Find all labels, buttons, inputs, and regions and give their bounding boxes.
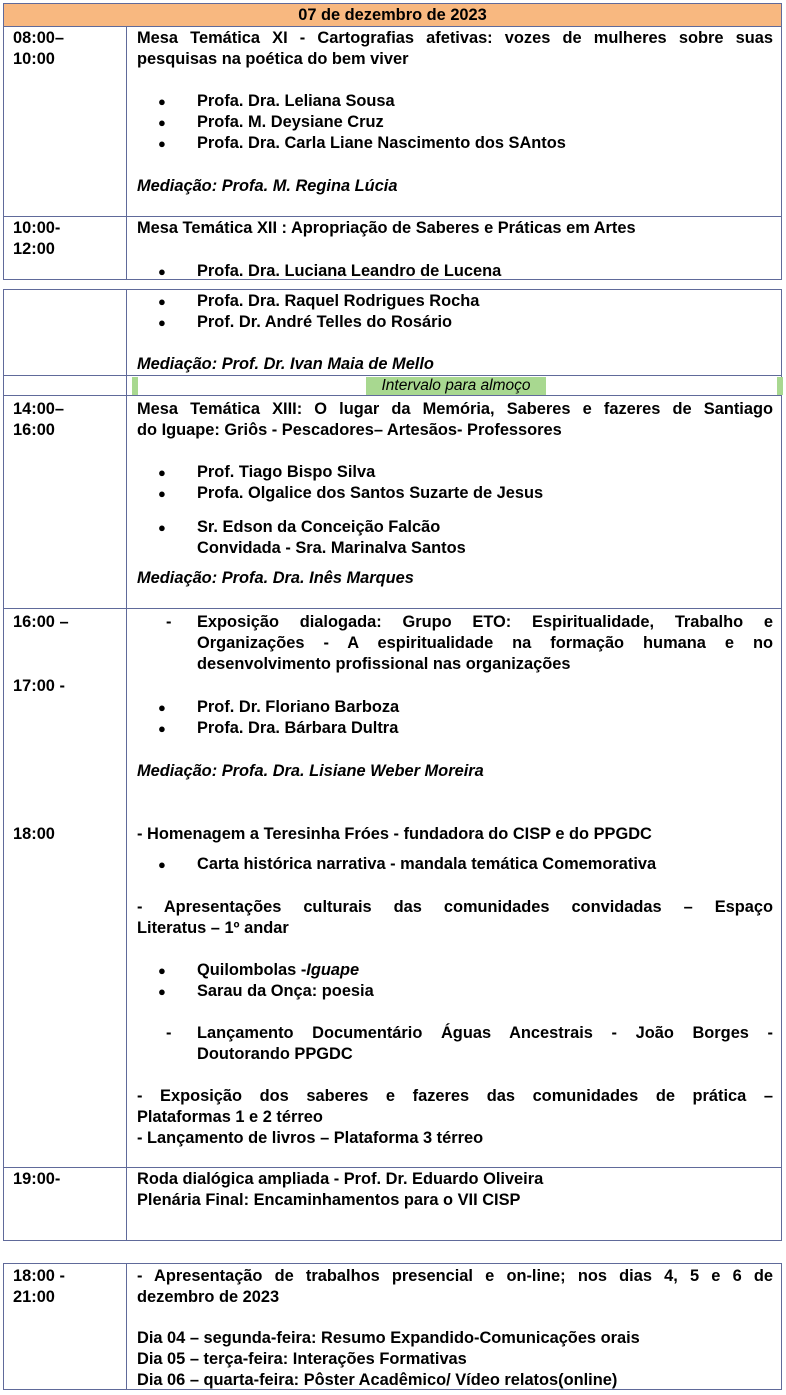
time-start: 08:00– xyxy=(13,29,65,47)
session-row-mesa-xi xyxy=(4,27,781,217)
time-end: 10:00 xyxy=(13,50,55,68)
roda-dialogica: Roda dialógica ampliada - Prof. Dr. Eduardo Oliveira xyxy=(137,1170,544,1188)
session-row-afternoon xyxy=(4,608,781,1168)
bullet-icon: ● xyxy=(158,115,166,130)
bullet-icon: ● xyxy=(158,465,166,480)
day-item: Dia 06 – quarta-feira: Pôster Acadêmico/ Vídeo relatos(online) xyxy=(137,1371,618,1389)
session-title: Mesa Temática XIII: O lugar da Memória, Saberes e fazeres de Santiago xyxy=(137,400,773,418)
speaker: Prof. Tiago Bispo Silva xyxy=(197,463,376,481)
time-start: 18:00 - xyxy=(13,1267,65,1285)
session-row-trabalhos xyxy=(4,1264,781,1389)
homenagem: - Homenagem a Teresinha Fróes - fundadora do CISP e do PPGDC xyxy=(137,825,652,843)
bullet-icon: ● xyxy=(158,264,166,279)
session-content xyxy=(127,609,781,1168)
schedule-table-3 xyxy=(3,1263,782,1390)
trabalhos-intro: - Apresentação de trabalhos presencial e on-line; nos dias 4, 5 e 6 de xyxy=(137,1267,773,1285)
lancamento-livros: - Lançamento de livros – Plataforma 3 térreo xyxy=(137,1129,484,1147)
trabalhos-intro-cont: dezembro de 2023 xyxy=(137,1288,280,1306)
bullet-icon: ● xyxy=(158,486,166,501)
speaker: Prof. Dr. André Telles do Rosário xyxy=(197,313,453,331)
session-content xyxy=(127,217,781,280)
session-content xyxy=(127,27,781,217)
mediation: Mediação: Profa. Dra. Inês Marques xyxy=(137,569,414,587)
time-start: 19:00- xyxy=(13,1170,61,1188)
bullet-icon: ● xyxy=(158,136,166,151)
lunch-label: Intervalo para almoço xyxy=(366,377,546,395)
time-1800: 18:00 xyxy=(13,825,55,843)
session-content xyxy=(127,1168,781,1241)
session-row-plenaria xyxy=(4,1167,781,1241)
mediation: Mediação: Profa. M. Regina Lúcia xyxy=(137,177,398,195)
date-header: 07 de dezembro de 2023 xyxy=(4,4,781,27)
lancamento: Lançamento Documentário Águas Ancestrais - João Borges - xyxy=(197,1024,773,1042)
time-start: 10:00- xyxy=(13,219,61,237)
session-title: Mesa Temática XII : Apropriação de Saberes e Práticas em Artes xyxy=(137,219,636,237)
day-item: Dia 05 – terça-feira: Interações Formativas xyxy=(137,1350,467,1368)
bullet-icon: ● xyxy=(158,984,166,999)
time-1600: 16:00 – xyxy=(13,613,69,631)
apresentacoes-cont: Literatus – 1º andar xyxy=(137,919,289,937)
plenaria-final: Plenária Final: Encaminhamentos para o VII CISP xyxy=(137,1191,521,1209)
time-start: 14:00– xyxy=(13,400,65,418)
time-cell xyxy=(4,609,127,1168)
speaker: Profa. M. Deysiane Cruz xyxy=(197,113,384,131)
lunch-row xyxy=(4,375,781,396)
bullet-icon: ● xyxy=(158,294,166,309)
bullet-icon: ● xyxy=(158,857,166,872)
speaker: Profa. Dra. Carla Liane Nascimento dos SAntos xyxy=(197,134,566,152)
mediation: Mediação: Profa. Dra. Lisiane Weber Moreira xyxy=(137,762,484,780)
speaker: Sr. Edson da Conceição Falcão xyxy=(197,518,441,536)
dash-marker: - xyxy=(166,613,172,631)
time-1700: 17:00 - xyxy=(13,677,65,695)
schedule-table-1 xyxy=(3,3,782,280)
session-row-mesa-xiii xyxy=(4,395,781,609)
mediation: Mediação: Prof. Dr. Ivan Maia de Mello xyxy=(137,355,434,373)
session-content xyxy=(127,290,781,375)
expo-title-cont: Organizações - A espiritualidade na formação humana e no xyxy=(197,634,773,652)
speaker: Profa. Olgalice dos Santos Suzarte de Jesus xyxy=(197,484,544,502)
quilombolas: Quilombolas -Iguape xyxy=(197,961,360,979)
exposicao: - Exposição dos saberes e fazeres das comunidades de prática – xyxy=(137,1087,773,1105)
dash-marker: - xyxy=(166,1024,172,1042)
bullet-icon: ● xyxy=(158,315,166,330)
speaker: Profa. Dra. Bárbara Dultra xyxy=(197,719,399,737)
time-end: 16:00 xyxy=(13,421,55,439)
session-row-mesa-xii xyxy=(4,216,781,280)
schedule-table-2 xyxy=(3,289,782,1241)
day-item: Dia 04 – segunda-feira: Resumo Expandido-Comunicações orais xyxy=(137,1329,640,1347)
time-end: 12:00 xyxy=(13,240,55,258)
time-cell xyxy=(4,27,127,217)
time-cell xyxy=(4,1168,127,1241)
bullet-icon: ● xyxy=(158,94,166,109)
sarau: Sarau da Onça: poesia xyxy=(197,982,374,1000)
speaker: Prof. Dr. Floriano Barboza xyxy=(197,698,400,716)
session-content xyxy=(127,396,781,609)
lancamento-cont: Doutorando PPGDC xyxy=(197,1045,353,1063)
time-cell xyxy=(4,1264,127,1389)
bullet-icon: ● xyxy=(158,721,166,736)
apresentacoes: - Apresentações culturais das comunidades convidadas – Espaço xyxy=(137,898,773,916)
session-title: Mesa Temática XI - Cartografias afetivas: vozes de mulheres sobre suas xyxy=(137,29,773,47)
time-cell xyxy=(4,290,127,375)
speaker: Profa. Dra. Luciana Leandro de Lucena xyxy=(197,262,502,280)
lunch-bar xyxy=(132,377,783,395)
guest: Convidada - Sra. Marinalva Santos xyxy=(197,539,466,557)
bullet-icon: ● xyxy=(158,700,166,715)
speaker: Profa. Dra. Leliana Sousa xyxy=(197,92,395,110)
exposicao-cont: Plataformas 1 e 2 térreo xyxy=(137,1108,323,1126)
session-content xyxy=(127,1264,781,1389)
session-title-cont: do Iguape: Griôs - Pescadores– Artesãos- Professores xyxy=(137,421,562,439)
session-title-cont: pesquisas na poética do bem viver xyxy=(137,50,409,68)
time-end: 21:00 xyxy=(13,1288,55,1306)
time-cell xyxy=(4,217,127,280)
session-row-mesa-xii-cont xyxy=(4,290,781,375)
carta: Carta histórica narrativa - mandala temática Comemorativa xyxy=(197,855,657,873)
expo-title: Exposição dialogada: Grupo ETO: Espiritualidade, Trabalho e xyxy=(197,613,773,631)
bullet-icon: ● xyxy=(158,963,166,978)
time-cell xyxy=(4,376,127,396)
time-cell xyxy=(4,396,127,609)
bullet-icon: ● xyxy=(158,520,166,535)
speaker: Profa. Dra. Raquel Rodrigues Rocha xyxy=(197,292,480,310)
expo-title-cont: desenvolvimento profissional nas organizações xyxy=(197,655,571,673)
